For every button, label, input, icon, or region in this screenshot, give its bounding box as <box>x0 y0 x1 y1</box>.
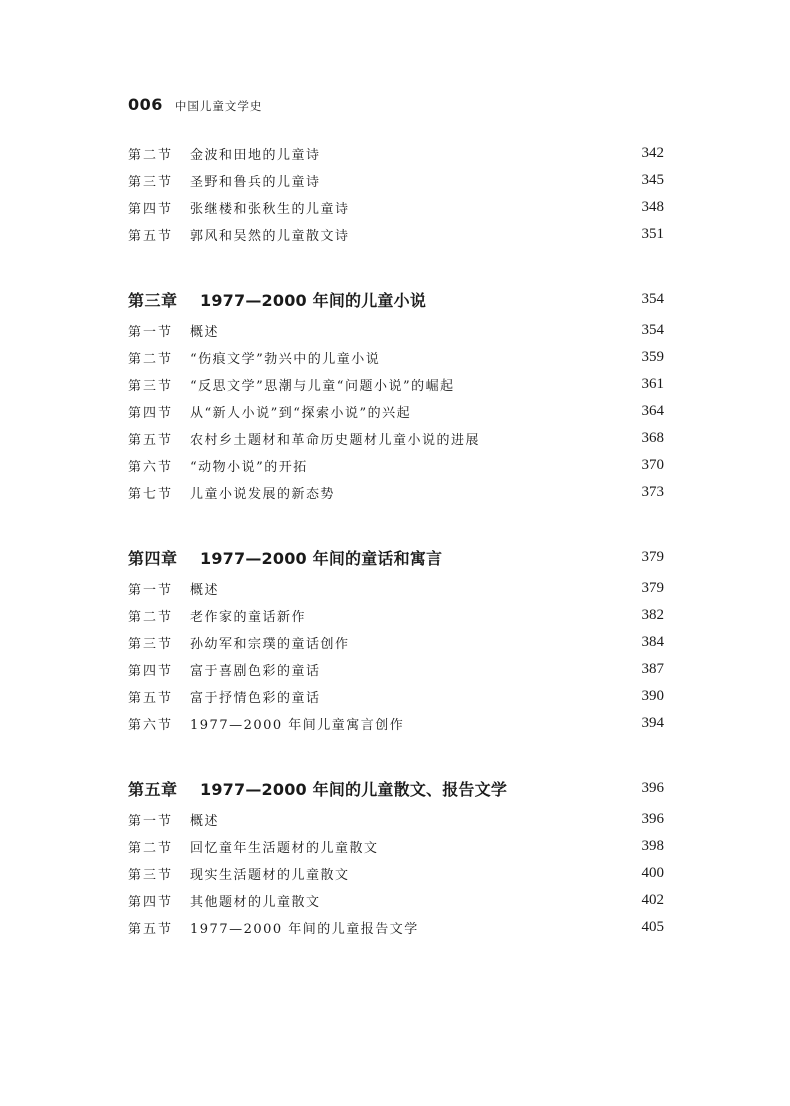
section-title: 其他题材的儿童散文 <box>190 895 321 910</box>
section-page: 364 <box>641 403 664 419</box>
section-page: 348 <box>641 199 664 215</box>
section-label: 第三节 <box>128 868 174 883</box>
toc-section-entry[interactable] <box>128 371 664 398</box>
section-page: 342 <box>641 145 664 161</box>
section-title: 圣野和鲁兵的儿童诗 <box>190 175 321 190</box>
section-title: 现实生活题材的儿童散文 <box>190 868 350 883</box>
toc-section-entry[interactable] <box>128 398 664 425</box>
section-label: 第七节 <box>128 487 174 502</box>
section-label: 第四节 <box>128 202 174 217</box>
section-label: 第二节 <box>128 610 174 625</box>
book-title: 中国儿童文学史 <box>174 99 263 113</box>
toc-section-entry[interactable] <box>128 479 664 506</box>
section-page: 354 <box>641 322 664 338</box>
section-page: 402 <box>641 892 664 908</box>
chapter-label: 第三章 <box>128 290 178 310</box>
section-title: 1977—2000 年间的儿童报告文学 <box>190 922 419 937</box>
section-page: 345 <box>641 172 664 188</box>
toc-section-entry[interactable] <box>128 167 664 194</box>
section-label: 第一节 <box>128 814 174 829</box>
section-title: 富于抒情色彩的童话 <box>190 691 321 706</box>
section-label: 第四节 <box>128 895 174 910</box>
toc-section-entry[interactable] <box>128 575 664 602</box>
section-title: 金波和田地的儿童诗 <box>190 148 321 163</box>
section-label: 第五节 <box>128 691 174 706</box>
toc-chapter-entry[interactable] <box>128 773 664 803</box>
toc-section-entry[interactable] <box>128 221 664 248</box>
section-label: 第六节 <box>128 718 174 733</box>
section-page: 351 <box>641 226 664 242</box>
toc-section-entry[interactable] <box>128 683 664 710</box>
section-title: “反思文学”思潮与儿童“问题小说”的崛起 <box>190 379 455 394</box>
section-page: 370 <box>641 457 664 473</box>
table-of-contents <box>128 140 664 941</box>
section-label: 第四节 <box>128 406 174 421</box>
section-title: 回忆童年生活题材的儿童散文 <box>190 841 379 856</box>
section-page: 382 <box>641 607 664 623</box>
section-page: 359 <box>641 349 664 365</box>
section-title: “动物小说”的开拓 <box>190 460 308 475</box>
toc-section-entry[interactable] <box>128 425 664 452</box>
toc-chapter-entry[interactable] <box>128 542 664 572</box>
toc-section-entry[interactable] <box>128 833 664 860</box>
toc-section-entry[interactable] <box>128 344 664 371</box>
section-page: 390 <box>641 688 664 704</box>
section-page: 398 <box>641 838 664 854</box>
section-label: 第二节 <box>128 352 174 367</box>
section-label: 第五节 <box>128 433 174 448</box>
section-page: 361 <box>641 376 664 392</box>
section-title: 1977—2000 年间儿童寓言创作 <box>190 718 405 733</box>
section-label: 第四节 <box>128 664 174 679</box>
page-number: 006 <box>128 95 163 114</box>
chapter-page: 379 <box>641 548 664 565</box>
chapter-title: 1977—2000 年间的儿童小说 <box>200 290 427 310</box>
toc-section-entry[interactable] <box>128 806 664 833</box>
section-page: 368 <box>641 430 664 446</box>
section-title: 郭风和吴然的儿童散文诗 <box>190 229 350 244</box>
toc-section-entry[interactable] <box>128 860 664 887</box>
section-page: 396 <box>641 811 664 827</box>
chapter-label: 第四章 <box>128 548 178 568</box>
section-title: 农村乡土题材和革命历史题材儿童小说的进展 <box>190 433 481 448</box>
section-label: 第一节 <box>128 583 174 598</box>
section-page: 400 <box>641 865 664 881</box>
section-title: “伤痕文学”勃兴中的儿童小说 <box>190 352 381 367</box>
toc-chapter-entry[interactable] <box>128 284 664 314</box>
section-title: 概述 <box>190 814 220 829</box>
toc-section-entry[interactable] <box>128 452 664 479</box>
section-title: 概述 <box>190 325 220 340</box>
section-page: 373 <box>641 484 664 500</box>
chapter-title: 1977—2000 年间的儿童散文、报告文学 <box>200 779 508 799</box>
section-label: 第三节 <box>128 175 174 190</box>
toc-section-entry[interactable] <box>128 317 664 344</box>
section-label: 第二节 <box>128 841 174 856</box>
toc-section-entry[interactable] <box>128 656 664 683</box>
section-label: 第二节 <box>128 148 174 163</box>
section-label: 第三节 <box>128 379 174 394</box>
toc-section-entry[interactable] <box>128 710 664 737</box>
section-page: 384 <box>641 634 664 650</box>
running-header <box>128 95 262 117</box>
chapter-page: 354 <box>641 290 664 307</box>
chapter-label: 第五章 <box>128 779 178 799</box>
section-label: 第五节 <box>128 922 174 937</box>
section-label: 第三节 <box>128 637 174 652</box>
continued-section-list <box>128 140 664 248</box>
section-page: 394 <box>641 715 664 731</box>
section-title: 孙幼军和宗璞的童话创作 <box>190 637 350 652</box>
section-page: 387 <box>641 661 664 677</box>
section-label: 第一节 <box>128 325 174 340</box>
section-title: 概述 <box>190 583 220 598</box>
section-label: 第五节 <box>128 229 174 244</box>
toc-section-entry[interactable] <box>128 140 664 167</box>
section-title: 老作家的童话新作 <box>190 610 307 625</box>
section-page: 379 <box>641 580 664 596</box>
toc-section-entry[interactable] <box>128 194 664 221</box>
section-page: 405 <box>641 919 664 935</box>
section-title: 富于喜剧色彩的童话 <box>190 664 321 679</box>
section-title: 从“新人小说”到“探索小说”的兴起 <box>190 406 412 421</box>
toc-section-entry[interactable] <box>128 914 664 941</box>
toc-section-entry[interactable] <box>128 602 664 629</box>
chapter-title: 1977—2000 年间的童话和寓言 <box>200 548 443 568</box>
section-label: 第六节 <box>128 460 174 475</box>
toc-section-entry[interactable] <box>128 629 664 656</box>
chapter-page: 396 <box>641 779 664 796</box>
toc-section-entry[interactable] <box>128 887 664 914</box>
section-title: 儿童小说发展的新态势 <box>190 487 336 502</box>
section-title: 张继楼和张秋生的儿童诗 <box>190 202 350 217</box>
